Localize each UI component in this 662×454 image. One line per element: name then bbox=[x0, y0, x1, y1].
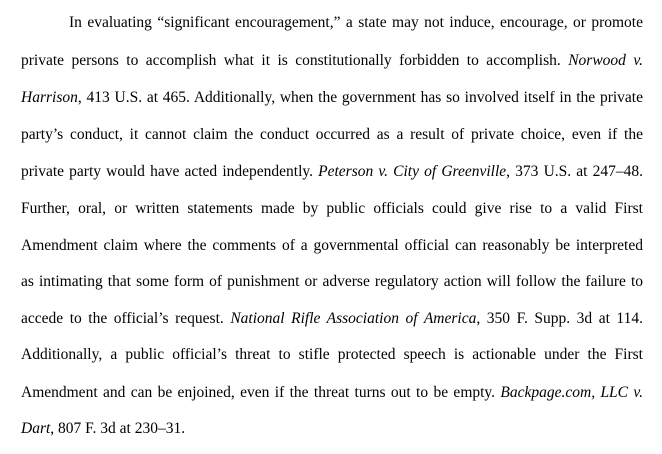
text-run: Additionally, a public official’s threat to stifle protected speech is actionable under the First bbox=[21, 346, 643, 363]
paragraph-line-10 bbox=[21, 344, 643, 366]
paragraph-line-8 bbox=[21, 271, 643, 293]
text-run: accede to the official’s request. bbox=[21, 310, 231, 327]
case-citation: Backpage.com, LLC v. bbox=[500, 384, 643, 401]
paragraph-line-7 bbox=[21, 235, 643, 257]
case-citation: National Rifle Association of America bbox=[230, 310, 477, 327]
paragraph-line-1 bbox=[69, 12, 643, 34]
text-run: , 350 F. Supp. 3d at 114. bbox=[476, 310, 643, 327]
case-citation: Norwood v. bbox=[568, 52, 643, 69]
paragraph-line-6 bbox=[21, 198, 643, 220]
paragraph-line-5 bbox=[21, 161, 643, 183]
text-run: private party would have acted independently. bbox=[21, 163, 319, 180]
paragraph-line-9 bbox=[21, 308, 643, 330]
text-run: Amendment claim where the comments of a governmental official can reasonably be interpreted bbox=[21, 237, 643, 254]
paragraph-line-4 bbox=[21, 124, 643, 146]
text-run: In evaluating “significant encouragement,” a state may not induce, encourage, or promote bbox=[69, 14, 643, 31]
text-run: Further, oral, or written statements made by public officials could give rise to a valid First bbox=[21, 200, 643, 217]
paragraph-line-3 bbox=[21, 87, 643, 109]
paragraph-line-2 bbox=[21, 50, 643, 72]
text-run: , 373 U.S. at 247–48. bbox=[506, 163, 643, 180]
text-run: party’s conduct, it cannot claim the conduct occurred as a result of private choice, even if the bbox=[21, 126, 643, 143]
paragraph-line-11 bbox=[21, 382, 643, 404]
text-run: , 807 F. 3d at 230–31. bbox=[50, 420, 186, 437]
text-run: private persons to accomplish what it is constitutionally forbidden to accomplish. bbox=[21, 52, 569, 69]
case-citation: Harrison bbox=[21, 89, 78, 106]
case-citation: Dart bbox=[21, 420, 51, 437]
text-run: as intimating that some form of punishment or adverse regulatory action will follow the failure to bbox=[21, 273, 643, 290]
text-run: Amendment and can be enjoined, even if the threat turns out to be empty. bbox=[21, 384, 501, 401]
text-run: , 413 U.S. at 465. Additionally, when the government has so involved itself in the private bbox=[77, 89, 643, 106]
paragraph-line-12 bbox=[21, 418, 643, 440]
case-citation: Peterson v. City of Greenville bbox=[318, 163, 507, 180]
